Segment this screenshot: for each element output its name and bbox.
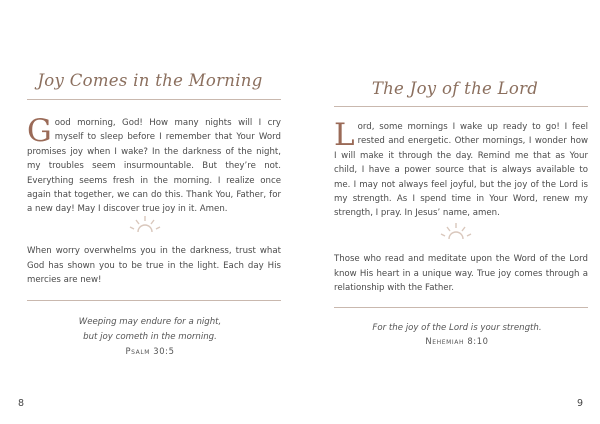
- prayer-text: [334, 117, 588, 221]
- drop-cap: L: [334, 117, 355, 153]
- reflection-text: When worry overwhelms you in the darkness, trust what God has shown you to be true in the light. Each day His mercies are new!: [27, 246, 281, 286]
- verse-reference: Nehemiah 8:10: [425, 336, 489, 346]
- verse-reference: Psalm 30:5: [125, 346, 175, 356]
- drop-cap: G: [27, 113, 52, 149]
- title-divider: [27, 99, 281, 100]
- sunrise-icon: [128, 214, 162, 234]
- prayer-text: [27, 113, 281, 217]
- page-number: 9: [577, 398, 584, 409]
- verse-line-2: but joy cometh in the morning.: [83, 332, 217, 342]
- title-divider: [334, 106, 588, 107]
- prayer-body: ood morning, God! How many nights will I cry myself to sleep before I remember that Your Word promises joy when I wake? In the darkness of the night, my troubles seem insurmountable. But they’re not. Everything seems fresh in the morning. I realize once again that together, we can do this. Thank You, Father, for a new day! May I discover true joy in it. Amen.: [27, 118, 281, 215]
- right-page: [300, 0, 600, 424]
- verse-divider: [334, 307, 588, 308]
- reflection-text: Those who read and meditate upon the Word of the Lord know His heart in a unique way. True joy comes through a relationship with the Father.: [334, 254, 588, 294]
- prayer-body: ord, some mornings I wake up ready to go! I feel rested and energetic. Other mornings, I wonder how I will make it through the day. Remind me that as Your child, I have a power source that is always available to me. I may not always feel joyful, but the joy of the Lord is my strength. As I spend time in Your Word, renew my strength, I pray. In Jesus’ name, amen.: [334, 122, 588, 219]
- page-title: The Joy of the Lord: [371, 79, 539, 98]
- page-number: 8: [18, 398, 25, 409]
- page-title: Joy Comes in the Morning: [37, 71, 263, 90]
- verse-line-1: For the joy of the Lord is your strength.: [372, 323, 542, 333]
- sunrise-icon: [439, 221, 473, 241]
- verse-divider: [27, 300, 281, 301]
- verse-line-1: Weeping may endure for a night,: [78, 317, 222, 327]
